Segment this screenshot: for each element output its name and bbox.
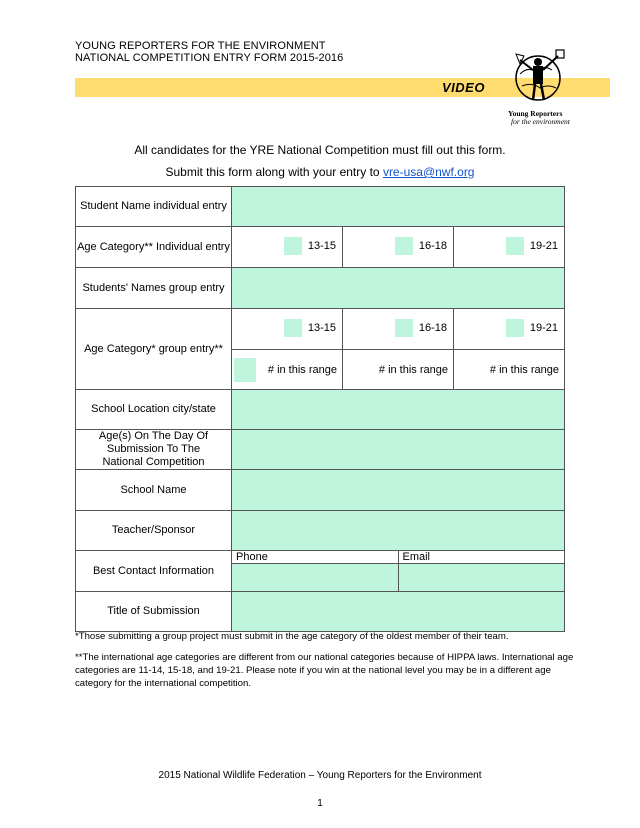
age-group-19-21: [453, 309, 564, 349]
age-individual-16-18-label: 16-18: [418, 240, 447, 252]
ages-line-1: Age(s) On The Day Of: [98, 430, 209, 442]
age-individual-options: [232, 227, 565, 268]
ages-on-submission-label: [76, 430, 232, 470]
age-group-13-15-checkbox[interactable]: [284, 319, 302, 337]
international-note: **The international age categories are different from our national categories because of HIPPA laws. International age categories are 11-14, 15-18, and 19-21. Please note if you win at the national level you may be in a different age category for the international competition.: [75, 652, 574, 689]
intro-prefix: Submit this form along with your entry to: [165, 165, 383, 179]
age-group-16-18-label: 16-18: [418, 322, 447, 334]
ages-line-3: National Competition: [102, 456, 205, 468]
entry-form-table: [75, 186, 565, 632]
header-line-2: NATIONAL COMPETITION ENTRY FORM 2015-2016: [75, 52, 344, 64]
category-label: VIDEO: [442, 80, 485, 95]
age-individual-16-18-checkbox[interactable]: [395, 237, 413, 255]
age-group-13-15-label: 13-15: [307, 322, 336, 334]
age-group-19-21-label: 19-21: [529, 322, 558, 334]
range-16-18-label: # in this range: [378, 364, 448, 376]
form-header: [75, 40, 343, 64]
range-13-15-label: # in this range: [267, 364, 337, 376]
school-name-field[interactable]: [232, 470, 565, 511]
range-13-15-field[interactable]: [234, 358, 256, 382]
yre-logo-icon: [506, 46, 574, 110]
range-16-18: [342, 350, 453, 390]
group-note: *Those submitting a group project must submit in the age category of the oldest member of their team.: [75, 631, 509, 642]
logo-line-2: for the environment: [511, 117, 570, 126]
intro-line-1: All candidates for the YRE National Competition must fill out this form.: [134, 143, 506, 157]
range-19-21-label: # in this range: [489, 364, 559, 376]
age-group-options: [232, 309, 565, 390]
email-field[interactable]: [399, 563, 565, 591]
students-names-field[interactable]: [232, 268, 565, 309]
email-label: Email: [402, 551, 431, 563]
school-location-label: School Location city/state: [76, 390, 232, 430]
age-group-19-21-checkbox[interactable]: [506, 319, 524, 337]
phone-field[interactable]: [232, 563, 398, 591]
footer-text: 2015 National Wildlife Federation – Young Reporters for the Environment: [158, 770, 482, 781]
range-13-15: [232, 350, 342, 390]
email-column: [398, 551, 565, 591]
age-individual-16-18: [342, 227, 453, 267]
header-line-1: YOUNG REPORTERS FOR THE ENVIRONMENT: [75, 40, 326, 52]
age-group-13-15: [232, 309, 342, 349]
submission-email-link[interactable]: vre-usa@nwf.org: [382, 165, 475, 179]
age-individual-13-15-label: 13-15: [307, 240, 336, 252]
age-group-label: Age Category* group entry**: [76, 309, 232, 390]
page-number: 1: [317, 798, 323, 809]
age-individual-19-21-checkbox[interactable]: [506, 237, 524, 255]
phone-column: [232, 551, 398, 591]
teacher-sponsor-field[interactable]: [232, 511, 565, 551]
best-contact-fields: [232, 551, 565, 592]
ages-line-2: Submission To The: [106, 443, 201, 455]
students-names-label: Students' Names group entry: [76, 268, 232, 309]
age-individual-19-21: [453, 227, 564, 267]
school-name-label: School Name: [76, 470, 232, 511]
school-location-field[interactable]: [232, 390, 565, 430]
age-individual-13-15: [232, 227, 342, 267]
student-name-label: Student Name individual entry: [76, 187, 232, 227]
age-group-16-18-checkbox[interactable]: [395, 319, 413, 337]
age-individual-19-21-label: 19-21: [529, 240, 558, 252]
teacher-sponsor-label: Teacher/Sponsor: [76, 511, 232, 551]
logo-caption: [508, 110, 588, 126]
ages-on-submission-field[interactable]: [232, 430, 565, 470]
best-contact-label: Best Contact Information: [76, 551, 232, 592]
phone-label: Phone: [236, 551, 268, 563]
student-name-field[interactable]: [232, 187, 565, 227]
age-individual-13-15-checkbox[interactable]: [284, 237, 302, 255]
age-group-16-18: [342, 309, 453, 349]
age-individual-label: Age Category** Individual entry: [76, 227, 232, 268]
title-of-submission-label: Title of Submission: [76, 592, 232, 632]
title-of-submission-field[interactable]: [232, 592, 565, 632]
logo-line-1: Young Reporters: [508, 109, 563, 118]
range-19-21: [453, 350, 564, 390]
intro-line-2: [0, 165, 640, 179]
